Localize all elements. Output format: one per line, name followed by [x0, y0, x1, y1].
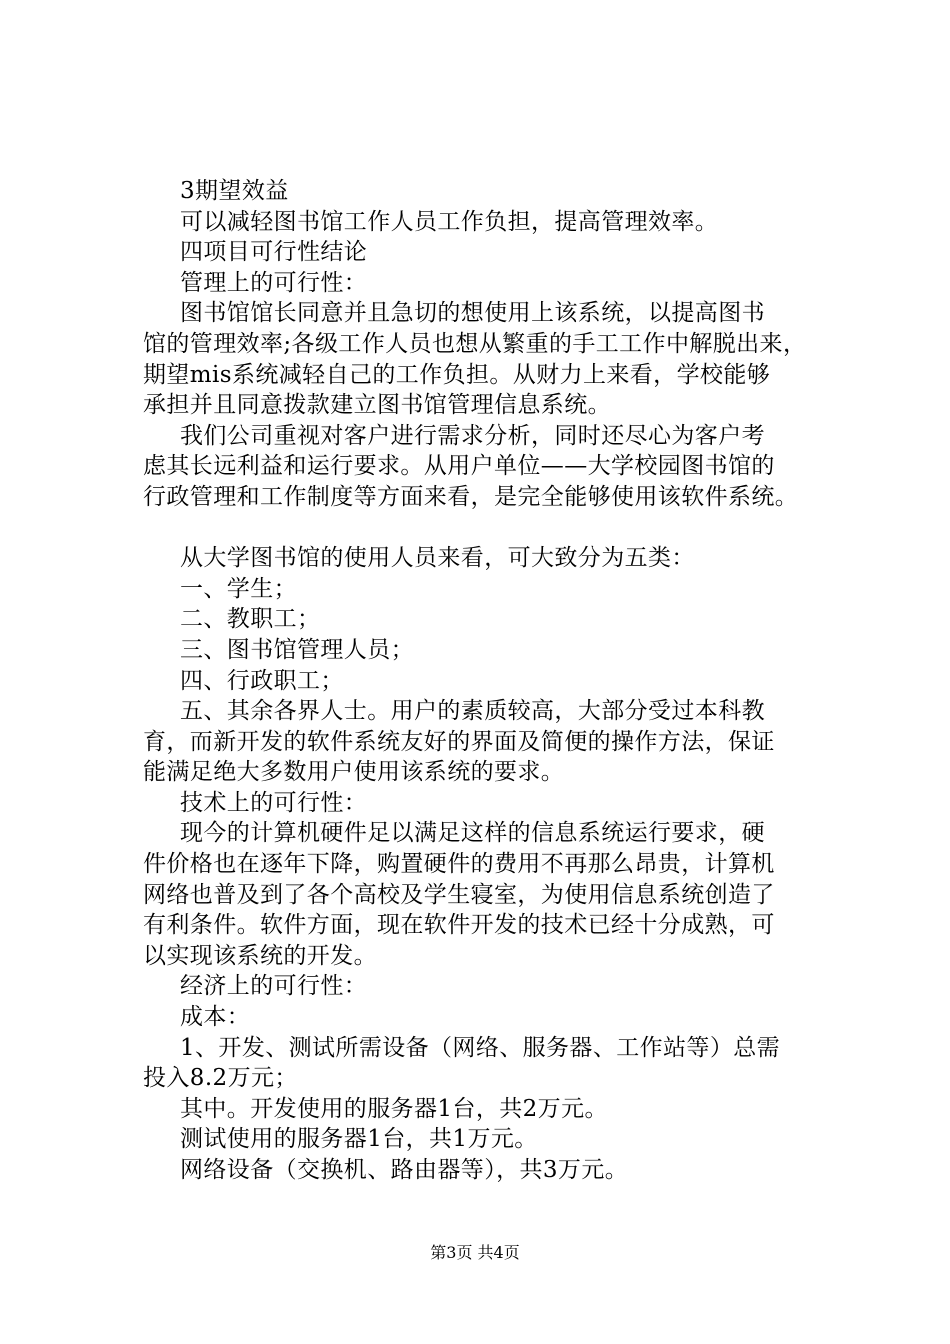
list-item: 三、图书馆管理人员；	[180, 636, 414, 663]
blank-line	[143, 513, 833, 544]
paragraph-line: 承担并且同意拨款建立图书馆管理信息系统。	[143, 392, 611, 419]
paragraph-line: 从大学图书馆的使用人员来看，可大致分为五类：	[180, 545, 695, 572]
paragraph-line: 图书馆馆长同意并且急切的想使用上该系统，以提高图书	[180, 300, 765, 327]
paragraph-line: 虑其长远利益和运行要求。从用户单位——大学校园图书馆的	[143, 453, 775, 480]
subsection-heading: 管理上的可行性：	[180, 269, 368, 296]
list-item: 一、学生；	[180, 575, 297, 602]
list-item: 四、行政职工；	[180, 667, 344, 694]
subsection-heading: 技术上的可行性：	[180, 789, 368, 816]
section-heading: 四项目可行性结论	[180, 239, 368, 266]
paragraph-line: 网络也普及到了各个高校及学生寝室，为使用信息系统创造了	[143, 881, 775, 908]
paragraph-line: 成本：	[180, 1004, 251, 1031]
document-body	[143, 176, 833, 1186]
paragraph-line: 件价格也在逐年下降，购置硬件的费用不再那么昂贵，计算机	[143, 851, 775, 878]
paragraph-line: 现今的计算机硬件足以满足这样的信息系统运行要求，硬	[180, 820, 765, 847]
list-item: 二、教职工；	[180, 606, 321, 633]
paragraph-line: 其中。开发使用的服务器1台，共2万元。	[180, 1095, 608, 1122]
paragraph-line: 能满足绝大多数用户使用该系统的要求。	[143, 759, 565, 786]
paragraph-line: 网络设备（交换机、路由器等），共3万元。	[180, 1157, 629, 1183]
paragraph-line: 可以减轻图书馆工作人员工作负担，提高管理效率。	[180, 208, 719, 235]
list-item: 五、其余各界人士。用户的素质较高，大部分受过本科教	[180, 698, 765, 725]
section-heading: 3期望效益	[180, 178, 289, 204]
paragraph-line: 期望mis系统减轻自己的工作负担。从财力上来看，学校能够	[143, 361, 771, 388]
paragraph-line: 馆的管理效率;各级工作人员也想从繁重的手工工作中解脱出来，	[143, 330, 807, 357]
paragraph-line: 有利条件。软件方面，现在软件开发的技术已经十分成熟，可	[143, 912, 775, 939]
paragraph-line: 1、开发、测试所需设备（网络、服务器、工作站等）总需	[180, 1034, 781, 1061]
paragraph-line: 以实现该系统的开发。	[143, 942, 377, 969]
subsection-heading: 经济上的可行性：	[180, 973, 368, 1000]
paragraph-line: 我们公司重视对客户进行需求分析，同时还尽心为客户考	[180, 422, 765, 449]
paragraph-line: 投入8.2万元；	[143, 1065, 298, 1092]
page-footer: 第3页 共4页	[430, 1243, 520, 1262]
paragraph-line: 测试使用的服务器1台，共1万元。	[180, 1126, 538, 1153]
paragraph-line: 育，而新开发的软件系统友好的界面及简便的操作方法，保证	[143, 728, 775, 755]
paragraph-line: 行政管理和工作制度等方面来看，是完全能够使用该软件系统。	[143, 483, 799, 510]
